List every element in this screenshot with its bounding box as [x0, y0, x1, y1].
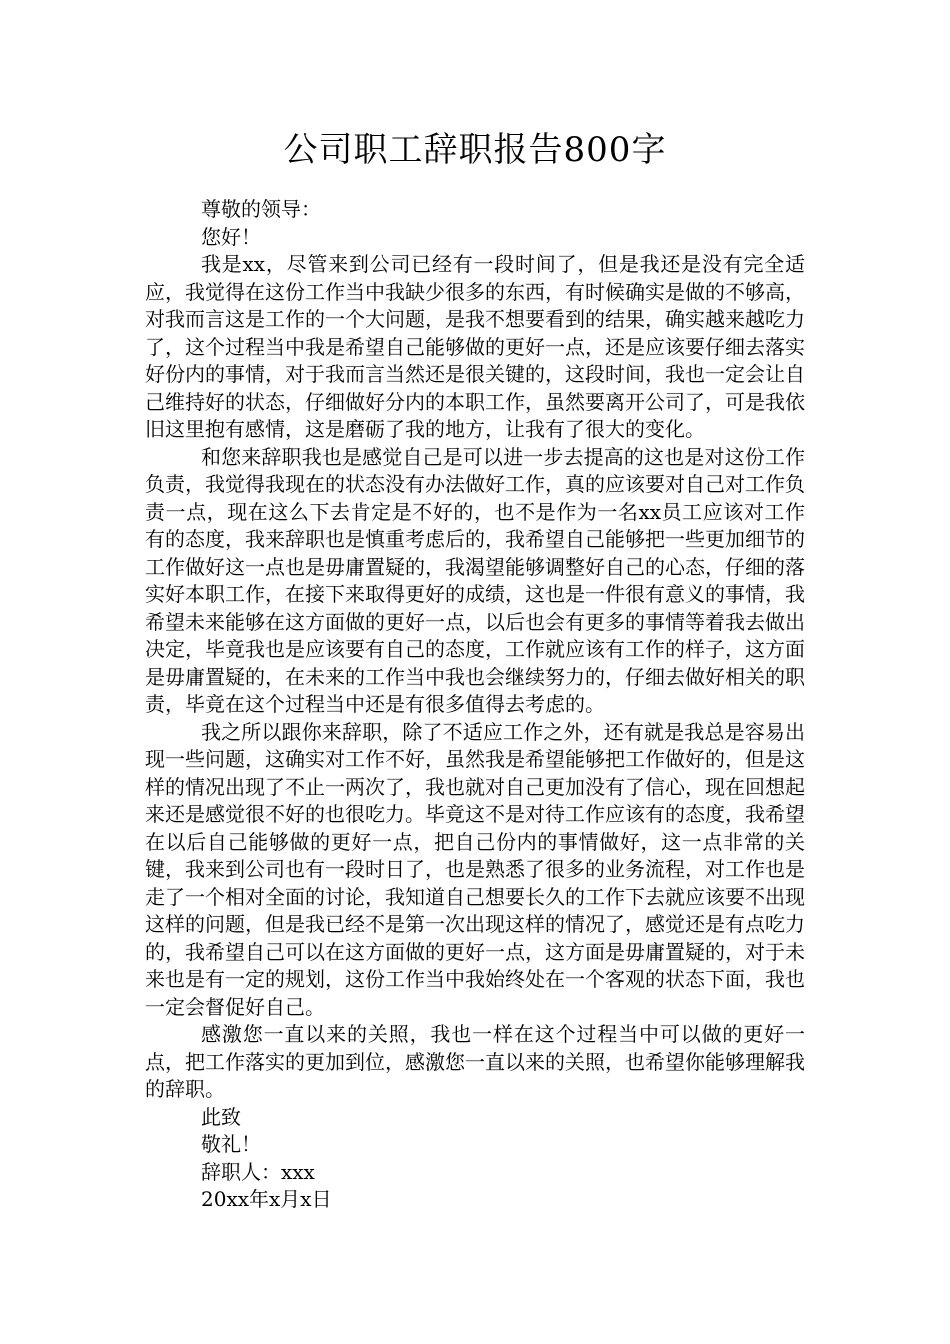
paragraph-3: 我之所以跟你来辞职，除了不适应工作之外，还有就是我总是容易出现一些问题，这确实对工作不好，虽然我是希望能够把工作做好的，但是这样的情况出现了不止一两次了，我也就对自己更加没有了信心，现在回想起来还是感觉很不好的也很吃力。毕竟这不是对待工作应该有的态度，我希望在以后自己能够做的更好一点，把自己份内的事情做好，这一点非常的关键，我来到公司也有一段时日了，也是熟悉了很多的业务流程，对工作也是走了一个相对全面的讨论，我知道自己想要长久的工作下去就应该要不出现这样的问题，但是我已经不是第一次出现这样的情况了，感觉还是有点吃力的，我希望自己可以在这方面做的更好一点，这方面是毋庸置疑的，对于未来也是有一定的规划，这份工作当中我始终处在一个客观的状态下面，我也一定会督促好自己。: [145, 719, 805, 1019]
salutation: 尊敬的领导：: [201, 197, 321, 221]
date: 20xx年x月x日: [201, 1187, 332, 1211]
paragraph-2: 和您来辞职我也是感觉自己是可以进一步去提高的这也是对这份工作负责，我觉得我现在的状态没有办法做好工作，真的应该要对自己对工作负责一点，现在这么下去肯定是不好的，也不是作为一名xx员工应该对工作有的态度，我来辞职也是慎重考虑后的，我希望自己能够把一些更加细节的工作做好这一点也是毋庸置疑的，我渴望能够调整好自己的心态，仔细的落实好本职工作，在接下来取得更好的成绩，这也是一件很有意义的事情，我希望未来能够在这方面做的更好一点，以后也会有更多的事情等着我去做出决定，毕竟我也是应该要有自己的态度，工作就应该有工作的样子，这方面是毋庸置疑的，在未来的工作当中我也会继续努力的，仔细去做好相关的职责，毕竟在这个过程当中还是有很多值得去考虑的。: [145, 444, 805, 716]
signature: 辞职人：xxx: [201, 1159, 315, 1184]
letter-body: [145, 196, 805, 1214]
paragraph-4: 感激您一直以来的关照，我也一样在这个过程当中可以做的更好一点，把工作落实的更加到位，感激您一直以来的关照，也希望你能够理解我的辞职。: [145, 1022, 805, 1101]
regards: 敬礼！: [201, 1132, 261, 1156]
document-title: 公司职工辞职报告800字: [283, 130, 667, 170]
closing: 此致: [201, 1104, 241, 1129]
greeting: 您好！: [201, 224, 261, 249]
paragraph-1: 我是xx，尽管来到公司已经有一段时间了，但是我还是没有完全适应，我觉得在这份工作当中我缺少很多的东西，有时候确实是做的不够高，对我而言这是工作的一个大问题，是我不想要看到的结果，确实越来越吃力了，这个过程当中我是希望自己能够做的更好一点，还是应该要仔细去落实好份内的事情，对于我而言当然还是很关键的，这段时间，我也一定会让自己维持好的状态，仔细做好分内的本职工作，虽然要离开公司了，可是我依旧这里抱有感情，这是磨砺了我的地方，让我有了很大的变化。: [145, 252, 805, 441]
